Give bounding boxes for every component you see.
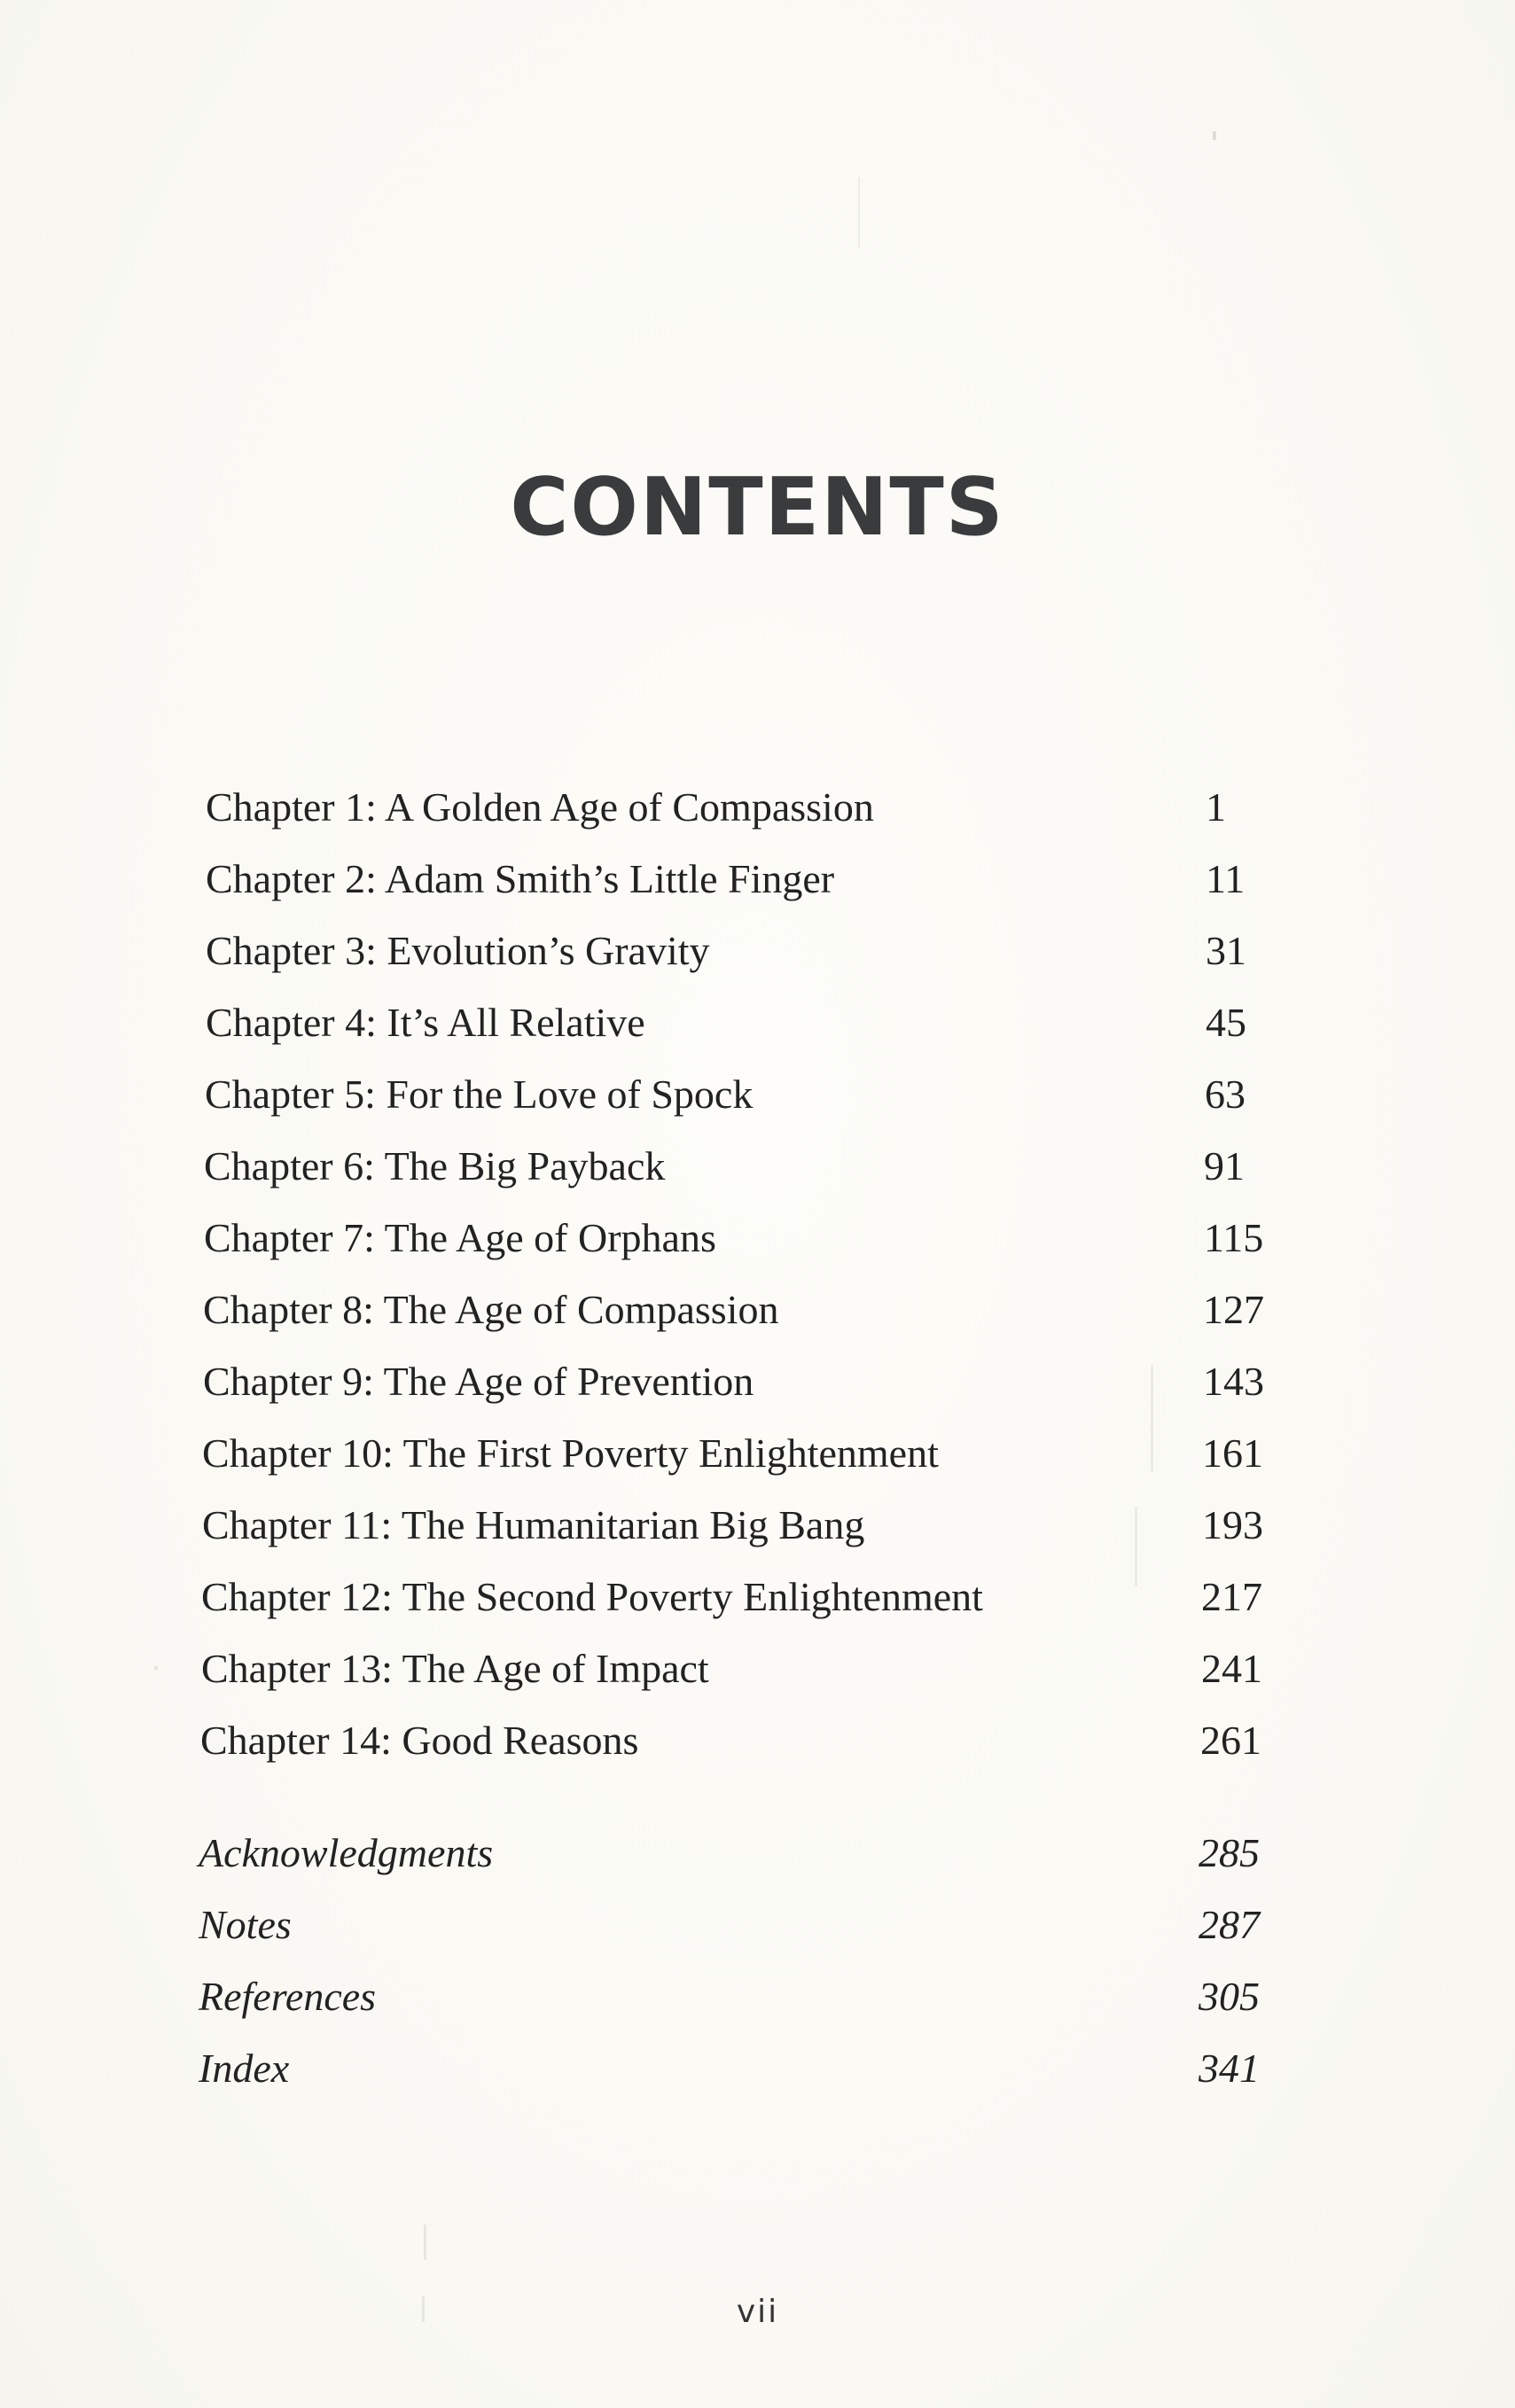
toc-entry-chapter-11[interactable] xyxy=(202,1494,1266,1556)
toc-entry-title: Chapter 10: The First Poverty Enlightenment xyxy=(202,1430,939,1476)
toc-entry-title: References xyxy=(199,1974,377,2019)
toc-entry-title: Index xyxy=(199,2046,290,2091)
toc-entry-chapter-7[interactable] xyxy=(204,1207,1268,1269)
toc-entry-chapter-9[interactable] xyxy=(203,1351,1267,1413)
toc-entry-chapter-4[interactable] xyxy=(206,992,1269,1054)
toc-entry-page: 241 xyxy=(1201,1646,1262,1691)
toc-entry-page: 45 xyxy=(1206,1000,1246,1045)
toc-entry-page: 115 xyxy=(1204,1215,1264,1260)
toc-entry-title: Chapter 3: Evolution’s Gravity xyxy=(206,928,710,973)
page-number: vii xyxy=(736,2294,779,2330)
toc-entry-page: 11 xyxy=(1206,856,1246,901)
toc-entry-index[interactable] xyxy=(199,2038,1262,2100)
toc-entry-title: Chapter 5: For the Love of Spock xyxy=(205,1072,754,1117)
toc-entry-title: Chapter 13: The Age of Impact xyxy=(201,1646,709,1691)
toc-entry-chapter-6[interactable] xyxy=(204,1135,1268,1197)
toc-entry-chapter-13[interactable] xyxy=(201,1638,1265,1700)
toc-entry-chapter-1[interactable] xyxy=(206,776,1269,838)
contents-heading: CONTENTS xyxy=(510,461,1005,554)
toc-entry-page: 143 xyxy=(1203,1359,1264,1404)
toc-entry-page: 287 xyxy=(1199,1902,1260,1947)
toc-entry-page: 305 xyxy=(1199,1974,1260,2019)
toc-entry-title: Chapter 12: The Second Poverty Enlightenment xyxy=(201,1574,983,1619)
toc-entry-chapter-3[interactable] xyxy=(206,920,1269,982)
toc-entry-page: 31 xyxy=(1206,928,1246,973)
toc-entry-title: Chapter 14: Good Reasons xyxy=(200,1718,639,1763)
toc-entry-title: Chapter 4: It’s All Relative xyxy=(206,1000,645,1045)
toc-entry-page: 91 xyxy=(1204,1143,1245,1188)
toc-entry-chapter-14[interactable] xyxy=(200,1710,1264,1772)
toc-entry-title: Chapter 11: The Humanitarian Big Bang xyxy=(202,1502,865,1547)
toc-entry-page: 261 xyxy=(1200,1718,1261,1763)
toc-entry-page: 217 xyxy=(1201,1574,1262,1619)
toc-entry-chapter-8[interactable] xyxy=(203,1279,1267,1341)
toc-entry-title: Chapter 8: The Age of Compassion xyxy=(203,1287,779,1332)
toc-entry-chapter-12[interactable] xyxy=(201,1566,1265,1628)
toc-entry-title: Chapter 2: Adam Smith’s Little Finger xyxy=(206,856,835,901)
toc-entry-title: Chapter 6: The Big Payback xyxy=(204,1143,666,1188)
toc-entry-page: 127 xyxy=(1203,1287,1264,1332)
toc-entry-chapter-5[interactable] xyxy=(205,1064,1269,1126)
toc-entry-page: 161 xyxy=(1202,1430,1263,1476)
toc-entry-chapter-10[interactable] xyxy=(202,1422,1266,1485)
toc-entry-page: 193 xyxy=(1202,1502,1263,1547)
toc-entry-title: Acknowledgments xyxy=(199,1830,494,1875)
toc-entry-title: Notes xyxy=(199,1902,292,1947)
toc-entry-page: 1 xyxy=(1206,784,1226,830)
toc-entry-notes[interactable] xyxy=(199,1894,1262,1956)
toc-entry-title: Chapter 9: The Age of Prevention xyxy=(203,1359,754,1404)
toc-entry-page: 63 xyxy=(1205,1072,1246,1117)
toc-entry-title: Chapter 1: A Golden Age of Compassion xyxy=(206,784,874,830)
toc-entry-page: 341 xyxy=(1199,2046,1260,2091)
toc-entry-page: 285 xyxy=(1199,1830,1260,1875)
toc-entry-chapter-2[interactable] xyxy=(206,848,1269,910)
toc-entry-references[interactable] xyxy=(199,1966,1262,2028)
toc-entry-acknowledgments[interactable] xyxy=(199,1822,1262,1884)
toc-entry-title: Chapter 7: The Age of Orphans xyxy=(204,1215,716,1260)
